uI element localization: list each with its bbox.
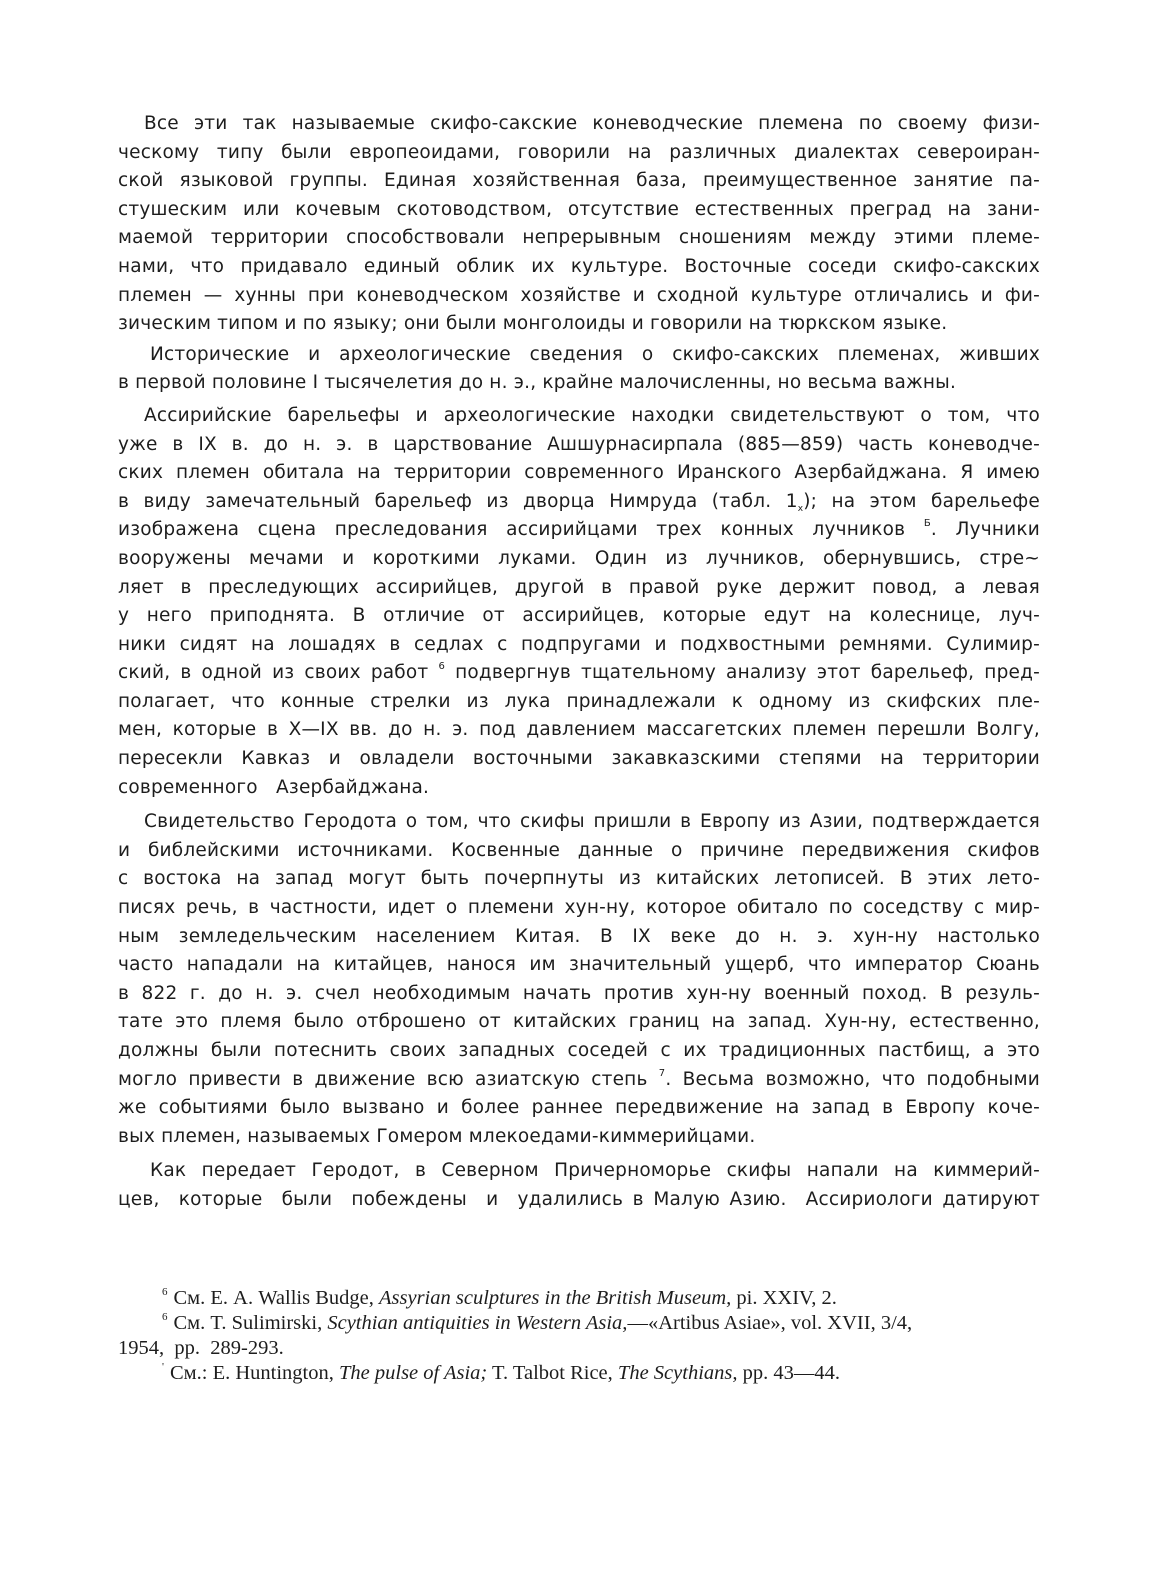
footnote-title: Assyrian sculptures in the British Museum,	[379, 1287, 732, 1309]
text-line	[118, 488, 1040, 517]
footnote-text: См. Е. А. Wallis Budge,	[173, 1287, 379, 1309]
text-fragment: в виду замечательный барельеф из дворца Нимруда (табл. 1	[118, 490, 798, 512]
text-line	[118, 1066, 1040, 1095]
footnote-1	[118, 1286, 1048, 1311]
text-line: маемой территории способствовали непрерывным сношениям между этими племе-	[118, 227, 1040, 249]
text-line: часто нападали на китайцев, нанося им значительный ущерб, что император Сюань	[118, 954, 1040, 976]
text-line	[118, 659, 1040, 688]
text-line: пересекли Кавказ и овладели восточными закавказскими степями на территории	[118, 748, 1040, 770]
text-line: нами, что придавало единый облик их культуре. Восточные соседи скифо-сакских	[118, 255, 1040, 277]
text-line: в 822 г. до н. э. счел необходимым начать против хун-ну военный поход. В резуль-	[118, 982, 1040, 1004]
text-line: ники сидят на лошадях в седлах с подпругами и подхвостными ремнями. Сулимир-	[118, 633, 1040, 655]
footnote-ref[interactable]: 7	[658, 1067, 666, 1079]
text-line: Все эти так называемые скифо-сакские коневодческие племена по своему физи-	[144, 113, 1040, 134]
text-fragment: . Весьма возможно, что подобными	[665, 1068, 1040, 1090]
footnote-2-continuation: 1954, pp. 289-293.	[118, 1337, 284, 1359]
text-line: с востока на запад могут быть почерпнуты из китайских летописей. В этих лето-	[118, 868, 1040, 890]
footnotes	[118, 1286, 1048, 1386]
paragraph-4	[118, 808, 1040, 1151]
footnote-text: См. T. Sulimirski,	[173, 1312, 328, 1334]
text-fragment: ); на этом барельефе	[803, 490, 1040, 512]
text-line: зическим типом и по языку; они были монголоиды и говорили на тюркском языке.	[118, 313, 948, 335]
text-fragment: . Лучники	[930, 519, 1040, 541]
text-line	[118, 516, 1040, 545]
footnote-title: Scythian antiquities in Western Asia,	[327, 1312, 628, 1334]
text-line: ляет в преследующих ассирийцев, другой в правой руке держит повод, а левая	[118, 576, 1040, 598]
footnote-2	[118, 1311, 1048, 1336]
text-line: цев, которые были побеждены и удалились в Малую Азию. Ассириологи датируют	[118, 1188, 1040, 1210]
footnote-text: pi. XXIV, 2.	[731, 1287, 837, 1309]
text-line: уже в IX в. до н. э. в царствование Ашшурнасирпала (885—859) часть коневодче-	[118, 433, 1040, 455]
footnote-text: T. Talbot Rice,	[487, 1362, 618, 1384]
text-line: в первой половине I тысячелетия до н. э., крайне малочисленны, но весьма важны.	[118, 372, 957, 394]
footnote-text: —«Artibus Asiae», vol. XVII, 3/4,	[627, 1312, 913, 1334]
text-line: же событиями было вызвано и более раннее передвижение на запад в Европу коче-	[118, 1097, 1040, 1119]
footnote-title: The Scythians,	[617, 1362, 738, 1384]
paragraph-2	[118, 341, 1040, 398]
text-line: должны были потеснить своих западных соседей с их традиционных пастбищ, а это	[118, 1040, 1040, 1061]
main-text	[118, 110, 1040, 1215]
text-line: Как передает Геродот, в Северном Причерноморье скифы напали на киммерий-	[150, 1160, 1040, 1182]
footnote-text: См.: E. Huntington,	[169, 1362, 339, 1384]
text-line: и библейскими источниками. Косвенные данные о причине передвижения скифов	[118, 839, 1040, 861]
paragraph-3	[118, 402, 1040, 802]
text-line: мен, которые в X—IX вв. до н. э. под давлением массагетских племен перешли Волгу,	[118, 719, 1040, 741]
text-line: ской языковой группы. Единая хозяйственная база, преимущественное занятие па-	[118, 170, 1040, 192]
text-line: современного Азербайджана.	[118, 776, 430, 798]
text-fragment: могло привести в движение всю азиатскую степь	[118, 1068, 648, 1090]
text-line: вых племен, называемых Гомером млекоедами-киммерийцами.	[118, 1125, 756, 1147]
text-line: вооружены мечами и короткими луками. Один из лучников, обернувшись, стре~	[118, 547, 1040, 569]
footnote-ref[interactable]: Б	[923, 518, 931, 530]
footnote-title: The pulse of Asia;	[339, 1362, 488, 1384]
text-line: Свидетельство Геродота о том, что скифы пришли в Европу из Азии, подтверждается	[144, 811, 1040, 833]
text-line: Ассирийские барельефы и археологические находки свидетельствуют о том, что	[144, 404, 1040, 426]
paragraph-1	[118, 110, 1040, 339]
text-line: стушеским или кочевым скотоводством, отсутствие естественных преград на зани-	[118, 198, 1040, 220]
text-line: тате это племя было отброшено от китайских границ на запад. Хун-ну, естественно,	[118, 1011, 1040, 1033]
text-fragment: ский, в одной из своих работ	[118, 662, 429, 684]
footnote-mark: '	[162, 1361, 164, 1373]
text-line: ным земледельческим населением Китая. В IX веке до н. э. хун-ну настолько	[118, 925, 1040, 947]
footnote-text: pp. 43—44.	[737, 1362, 840, 1384]
table-subscript: x	[797, 503, 804, 514]
footnote-3	[118, 1361, 1048, 1386]
footnote-mark: 6	[162, 1286, 168, 1298]
text-line: писях речь, в частности, идет о племени хун-ну, которое обитало по соседству с мир-	[118, 897, 1040, 919]
footnote-ref[interactable]: 6	[438, 661, 446, 673]
text-line: ческому типу были европеоидами, говорили на различных диалектах североиран-	[118, 141, 1040, 163]
text-line: у него приподнята. В отличие от ассирийцев, которые едут на колеснице, луч-	[118, 605, 1040, 627]
text-line: племен — хунны при коневодческом хозяйстве и сходной культуре отличались и фи-	[118, 284, 1040, 306]
text-line: Исторические и археологические сведения о скифо-сакских племенах, живших	[150, 343, 1040, 365]
text-fragment: изображена сцена преследования ассирийцами трех конных лучников	[118, 519, 906, 541]
footnote-mark: 6	[162, 1311, 168, 1323]
paragraph-5	[118, 1157, 1040, 1214]
text-fragment: подвергнув тщательному анализу этот барельеф, пред-	[445, 662, 1040, 684]
text-line: полагает, что конные стрелки из лука принадлежали к одному из скифских пле-	[118, 690, 1040, 712]
text-line: ских племен обитала на территории современного Иранского Азербайджана. Я имею	[118, 462, 1040, 484]
